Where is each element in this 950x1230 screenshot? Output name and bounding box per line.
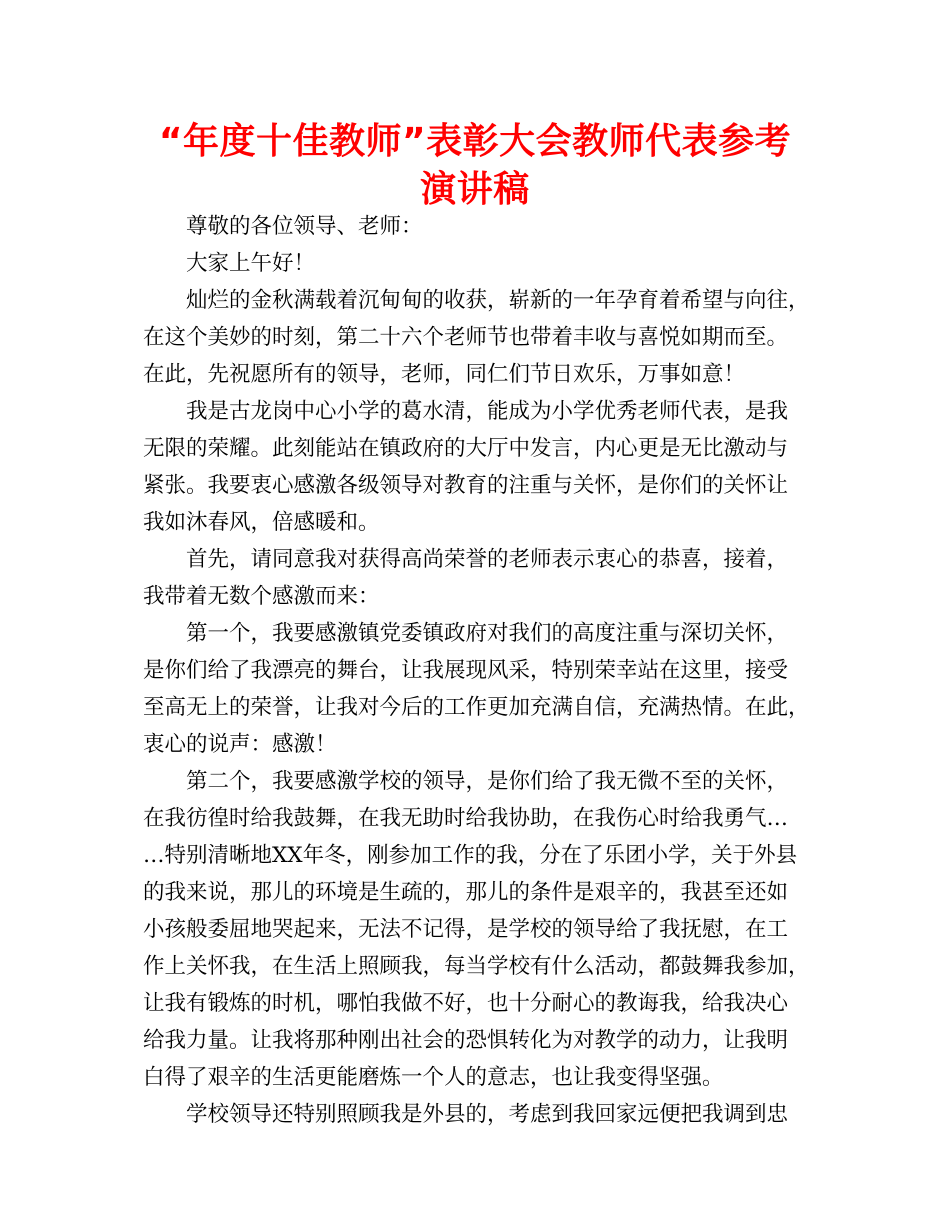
- paragraph-line: 我如沐春风，倍感暖和。: [143, 510, 380, 535]
- paragraph-line: 的我来说，那儿的环境是生疏的，那儿的条件是艰辛的，我甚至还如: [143, 880, 789, 905]
- document-body: [143, 208, 843, 1133]
- paragraph-line: 紧张。我要衷心感激各级领导对教育的注重与关怀，是你们的关怀让: [143, 473, 789, 498]
- salutation: 尊敬的各位领导、老师：: [186, 214, 423, 239]
- paragraph-line: 灿烂的金秋满载着沉甸甸的收获，崭新的一年孕育着希望与向往，: [186, 288, 810, 313]
- paragraph-line: 在此，先祝愿所有的领导，老师，同仁们节日欢乐，万事如意！: [143, 362, 746, 387]
- paragraph-line: 白得了艰辛的生活更能磨炼一个人的意志，也让我变得坚强。: [143, 1065, 724, 1090]
- paragraph-line: 给我力量。让我将那种刚出社会的恐惧转化为对教学的动力，让我明: [143, 1028, 789, 1053]
- paragraph-line: 至高无上的荣誉，让我对今后的工作更加充满自信，充满热情。在此，: [143, 695, 810, 720]
- paragraph-line: 作上关怀我，在生活上照顾我，每当学校有什么活动，都鼓舞我参加，: [143, 954, 810, 979]
- title-line-1: “年度十佳教师”表彰大会教师代表参考: [158, 121, 792, 162]
- paragraph-line: 无限的荣耀。此刻能站在镇政府的大厅中发言，内心更是无比激动与: [143, 436, 789, 461]
- paragraph-line: 小孩般委屈地哭起来，无法不记得，是学校的领导给了我抚慰，在工: [143, 917, 789, 942]
- greeting: 大家上午好！: [186, 251, 316, 276]
- paragraph-line: 学校领导还特别照顾我是外县的，考虑到我回家远便把我调到忠: [186, 1102, 789, 1127]
- paragraph-line: …特别清晰地XX年冬，刚参加工作的我，分在了乐团小学，关于外县: [143, 843, 798, 868]
- title-line-2: 演讲稿: [420, 169, 530, 210]
- paragraph-line: 我带着无数个感激而来：: [143, 584, 380, 609]
- paragraph-line: 让我有锻炼的时机，哪怕我做不好，也十分耐心的教诲我，给我决心: [143, 991, 789, 1016]
- paragraph-line: 首先，请同意我对获得高尚荣誉的老师表示衷心的恭喜，接着，: [186, 547, 789, 572]
- paragraph-line: 在我彷徨时给我鼓舞，在我无助时给我协助，在我伤心时给我勇气…: [143, 806, 789, 831]
- paragraph-line: 在这个美妙的时刻，第二十六个老师节也带着丰收与喜悦如期而至。: [143, 325, 789, 350]
- paragraph-line: 第二个，我要感激学校的领导，是你们给了我无微不至的关怀，: [186, 769, 789, 794]
- paragraph-line: 我是古龙岗中心小学的葛水清，能成为小学优秀老师代表，是我: [186, 399, 789, 424]
- paragraph-line: 是你们给了我漂亮的舞台，让我展现风采，特别荣幸站在这里，接受: [143, 658, 789, 683]
- paragraph-line: 衷心的说声：感激！: [143, 732, 337, 757]
- paragraph-line: 第一个，我要感激镇党委镇政府对我们的高度注重与深切关怀，: [186, 621, 789, 646]
- document-title: [100, 118, 850, 214]
